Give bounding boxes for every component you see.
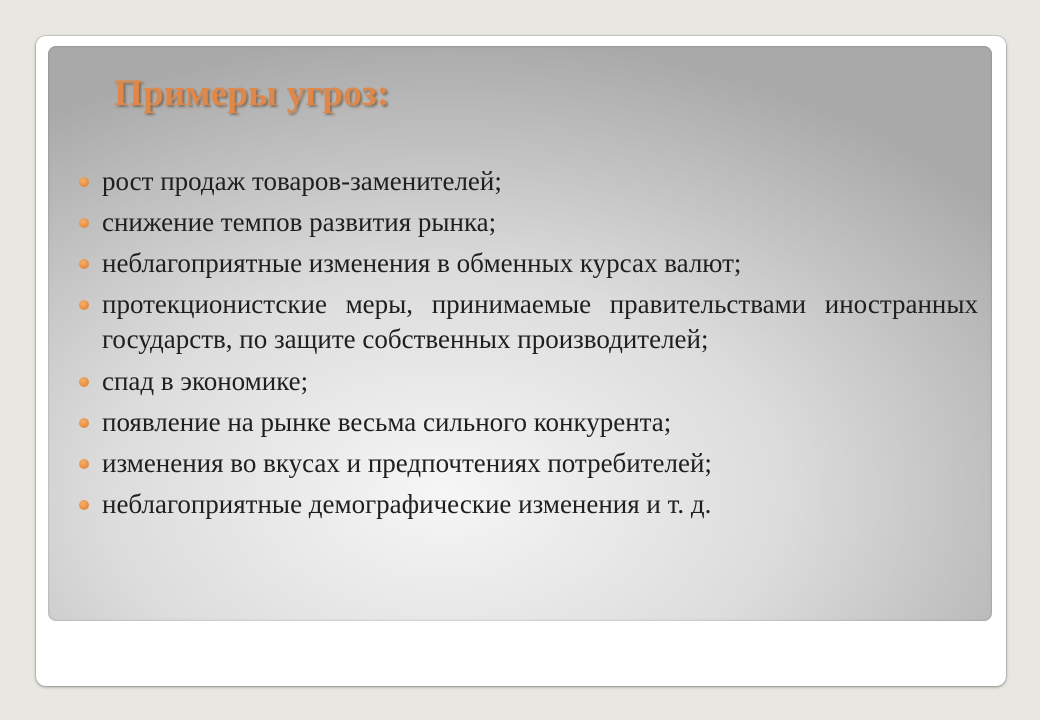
list-item-text: неблагоприятные изменения в обменных курсах валют; — [102, 248, 742, 278]
list-item — [102, 487, 978, 522]
bullet-dot-icon — [79, 500, 89, 510]
list-item-text: появление на рынке весьма сильного конкурента; — [102, 407, 672, 437]
list-item — [102, 446, 978, 481]
list-item — [102, 364, 978, 399]
list-item-text: снижение темпов развития рынка; — [102, 207, 497, 237]
bullet-dot-icon — [79, 377, 89, 387]
list-item — [102, 246, 978, 281]
list-item — [102, 287, 978, 357]
list-item-text: неблагоприятные демографические изменения и т. д. — [102, 489, 712, 519]
bullet-dot-icon — [79, 459, 89, 469]
bullet-dot-icon — [79, 418, 89, 428]
list-item-text: спад в экономике; — [102, 366, 309, 396]
bullet-dot-icon — [79, 218, 89, 228]
bullet-dot-icon — [79, 259, 89, 269]
list-item — [102, 164, 978, 199]
slide-title: Примеры угроз: — [114, 73, 390, 114]
list-item — [102, 205, 978, 240]
bullet-dot-icon — [79, 300, 89, 310]
bullet-dot-icon — [79, 177, 89, 187]
list-item — [102, 405, 978, 440]
list-item-text: изменения во вкусах и предпочтениях потребителей; — [102, 448, 712, 478]
threat-list — [102, 164, 978, 528]
list-item-text: рост продаж товаров-заменителей; — [102, 166, 502, 196]
list-item-text: протекционистские меры, принимаемые правительствами иностранных государств, по защите собственных производителей; — [102, 289, 978, 354]
